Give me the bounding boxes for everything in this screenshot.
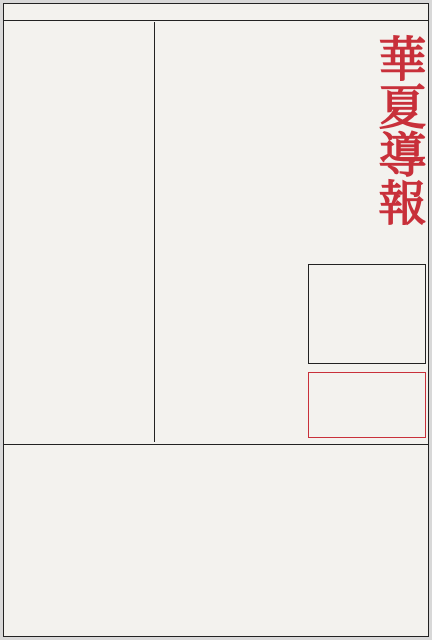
section-rule (4, 444, 428, 445)
info-box (308, 264, 426, 364)
page-header (4, 4, 428, 21)
column-rule (154, 22, 155, 442)
masthead-title: 華夏導報 (370, 34, 426, 226)
newspaper-page (3, 3, 429, 637)
notice-box (308, 372, 426, 438)
